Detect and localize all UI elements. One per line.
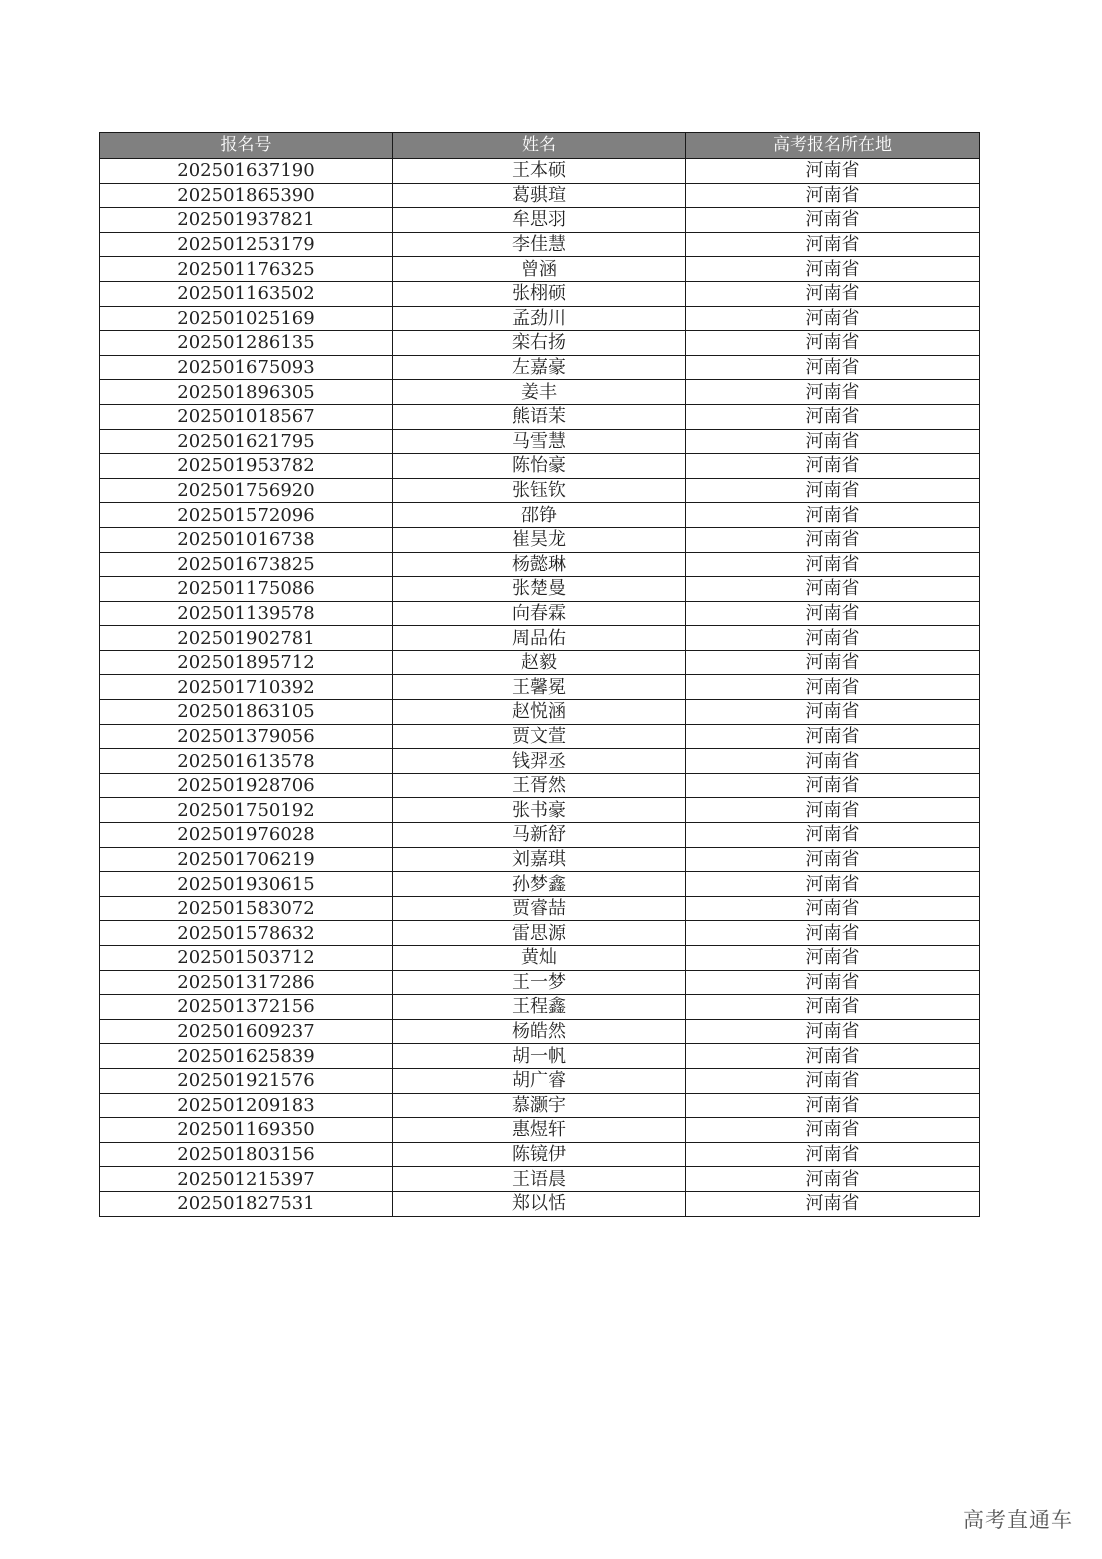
cell-registration-location: 河南省 [686,724,980,749]
cell-registration-location: 河南省 [686,355,980,380]
cell-registration-location: 河南省 [686,650,980,675]
cell-name: 刘嘉琪 [393,847,686,872]
candidate-table [99,132,980,1217]
watermark-text: 高考直通车 [963,1508,1073,1532]
cell-name: 黄灿 [393,946,686,971]
cell-registration-number: 202501756920 [100,478,393,503]
header-name: 姓名 [393,133,686,159]
cell-name: 张栩硕 [393,281,686,306]
cell-name: 胡一帆 [393,1044,686,1069]
table-row [100,773,980,798]
table-row [100,823,980,848]
cell-name: 崔昊龙 [393,527,686,552]
cell-registration-number: 202501710392 [100,675,393,700]
cell-name: 张楚曼 [393,577,686,602]
cell-registration-number: 202501572096 [100,503,393,528]
cell-registration-location: 河南省 [686,896,980,921]
cell-registration-number: 202501895712 [100,650,393,675]
cell-registration-number: 202501921576 [100,1068,393,1093]
cell-name: 贾文萱 [393,724,686,749]
cell-registration-location: 河南省 [686,798,980,823]
table-row [100,1167,980,1192]
cell-registration-location: 河南省 [686,306,980,331]
cell-name: 王馨冕 [393,675,686,700]
cell-name: 孙梦鑫 [393,872,686,897]
table-row [100,454,980,479]
table-row [100,921,980,946]
cell-registration-location: 河南省 [686,847,980,872]
cell-name: 张钰钦 [393,478,686,503]
cell-registration-number: 202501372156 [100,995,393,1020]
cell-name: 陈镜伊 [393,1142,686,1167]
table-row [100,380,980,405]
cell-registration-number: 202501379056 [100,724,393,749]
cell-registration-location: 河南省 [686,601,980,626]
cell-registration-location: 河南省 [686,1167,980,1192]
cell-registration-location: 河南省 [686,577,980,602]
cell-registration-location: 河南省 [686,626,980,651]
cell-registration-number: 202501673825 [100,552,393,577]
cell-registration-location: 河南省 [686,1118,980,1143]
table-row [100,429,980,454]
cell-registration-location: 河南省 [686,823,980,848]
table-row [100,896,980,921]
table-row [100,798,980,823]
table-row [100,355,980,380]
table-row [100,1019,980,1044]
cell-registration-location: 河南省 [686,208,980,233]
cell-registration-location: 河南省 [686,1191,980,1216]
cell-registration-location: 河南省 [686,946,980,971]
cell-name: 马新舒 [393,823,686,848]
table-row [100,183,980,208]
cell-registration-location: 河南省 [686,478,980,503]
cell-registration-number: 202501613578 [100,749,393,774]
cell-name: 陈怡豪 [393,454,686,479]
cell-name: 孟劲川 [393,306,686,331]
cell-registration-number: 202501169350 [100,1118,393,1143]
cell-name: 姜丰 [393,380,686,405]
cell-registration-number: 202501976028 [100,823,393,848]
cell-name: 郑以恬 [393,1191,686,1216]
cell-registration-number: 202501863105 [100,700,393,725]
cell-registration-number: 202501928706 [100,773,393,798]
header-registration-number: 报名号 [100,133,393,159]
cell-name: 王本硕 [393,159,686,184]
table-row [100,872,980,897]
cell-registration-location: 河南省 [686,749,980,774]
cell-registration-location: 河南省 [686,1068,980,1093]
cell-registration-location: 河南省 [686,281,980,306]
table-row [100,626,980,651]
cell-name: 周品佑 [393,626,686,651]
cell-name: 赵毅 [393,650,686,675]
cell-name: 邵铮 [393,503,686,528]
table-row [100,1044,980,1069]
cell-registration-location: 河南省 [686,995,980,1020]
cell-registration-number: 202501865390 [100,183,393,208]
cell-name: 熊语茉 [393,404,686,429]
cell-registration-location: 河南省 [686,331,980,356]
cell-name: 张书豪 [393,798,686,823]
cell-registration-location: 河南省 [686,1093,980,1118]
cell-registration-number: 202501827531 [100,1191,393,1216]
table-header-row [100,133,980,159]
cell-registration-number: 202501625839 [100,1044,393,1069]
cell-name: 贾睿喆 [393,896,686,921]
table-row [100,159,980,184]
cell-registration-number: 202501016738 [100,527,393,552]
cell-registration-location: 河南省 [686,552,980,577]
cell-name: 左嘉豪 [393,355,686,380]
cell-registration-number: 202501930615 [100,872,393,897]
cell-name: 胡广睿 [393,1068,686,1093]
cell-registration-number: 202501175086 [100,577,393,602]
cell-registration-number: 202501675093 [100,355,393,380]
cell-name: 雷思源 [393,921,686,946]
cell-registration-number: 202501209183 [100,1093,393,1118]
cell-name: 王程鑫 [393,995,686,1020]
cell-registration-number: 202501253179 [100,232,393,257]
cell-registration-number: 202501750192 [100,798,393,823]
table-row [100,1191,980,1216]
table-row [100,281,980,306]
cell-registration-number: 202501215397 [100,1167,393,1192]
cell-registration-location: 河南省 [686,454,980,479]
cell-name: 曾涵 [393,257,686,282]
table-row [100,700,980,725]
table-row [100,331,980,356]
table-row [100,306,980,331]
cell-name: 杨懿琳 [393,552,686,577]
cell-registration-number: 202501317286 [100,970,393,995]
table-row [100,1068,980,1093]
cell-registration-location: 河南省 [686,675,980,700]
cell-registration-location: 河南省 [686,257,980,282]
table-row [100,552,980,577]
cell-registration-location: 河南省 [686,970,980,995]
cell-name: 王胥然 [393,773,686,798]
cell-registration-number: 202501018567 [100,404,393,429]
cell-registration-location: 河南省 [686,404,980,429]
cell-registration-location: 河南省 [686,773,980,798]
cell-registration-number: 202501803156 [100,1142,393,1167]
cell-name: 王一梦 [393,970,686,995]
cell-registration-location: 河南省 [686,1019,980,1044]
table-row [100,478,980,503]
cell-registration-location: 河南省 [686,159,980,184]
table-row [100,724,980,749]
table-row [100,847,980,872]
cell-name: 牟思羽 [393,208,686,233]
cell-registration-number: 202501163502 [100,281,393,306]
cell-registration-number: 202501583072 [100,896,393,921]
table-row [100,577,980,602]
cell-registration-location: 河南省 [686,503,980,528]
cell-registration-number: 202501176325 [100,257,393,282]
cell-registration-number: 202501896305 [100,380,393,405]
table-row [100,1118,980,1143]
cell-name: 杨皓然 [393,1019,686,1044]
table-row [100,208,980,233]
cell-registration-location: 河南省 [686,380,980,405]
cell-registration-location: 河南省 [686,1142,980,1167]
table-row [100,257,980,282]
table-row [100,404,980,429]
table-row [100,675,980,700]
cell-name: 赵悦涵 [393,700,686,725]
cell-registration-number: 202501025169 [100,306,393,331]
table-row [100,749,980,774]
table-row [100,995,980,1020]
cell-name: 马雪慧 [393,429,686,454]
table-row [100,503,980,528]
table-row [100,650,980,675]
cell-registration-location: 河南省 [686,1044,980,1069]
cell-registration-location: 河南省 [686,872,980,897]
cell-registration-number: 202501286135 [100,331,393,356]
cell-name: 慕灏宇 [393,1093,686,1118]
cell-registration-number: 202501706219 [100,847,393,872]
cell-registration-location: 河南省 [686,700,980,725]
cell-registration-number: 202501937821 [100,208,393,233]
header-registration-location: 高考报名所在地 [686,133,980,159]
cell-registration-location: 河南省 [686,527,980,552]
cell-registration-number: 202501621795 [100,429,393,454]
table-row [100,1093,980,1118]
cell-registration-number: 202501139578 [100,601,393,626]
cell-name: 惠煜轩 [393,1118,686,1143]
cell-name: 葛骐瑄 [393,183,686,208]
cell-registration-location: 河南省 [686,232,980,257]
cell-registration-location: 河南省 [686,921,980,946]
table-row [100,970,980,995]
table-row [100,601,980,626]
cell-name: 王语晨 [393,1167,686,1192]
cell-name: 钱羿丞 [393,749,686,774]
cell-registration-number: 202501503712 [100,946,393,971]
cell-registration-location: 河南省 [686,183,980,208]
table-body [100,159,980,1217]
cell-name: 李佳慧 [393,232,686,257]
table-row [100,527,980,552]
table-row [100,232,980,257]
table-row [100,946,980,971]
cell-name: 栾右扬 [393,331,686,356]
cell-name: 向春霖 [393,601,686,626]
table-row [100,1142,980,1167]
cell-registration-number: 202501578632 [100,921,393,946]
cell-registration-number: 202501953782 [100,454,393,479]
cell-registration-number: 202501609237 [100,1019,393,1044]
cell-registration-location: 河南省 [686,429,980,454]
cell-registration-number: 202501637190 [100,159,393,184]
cell-registration-number: 202501902781 [100,626,393,651]
